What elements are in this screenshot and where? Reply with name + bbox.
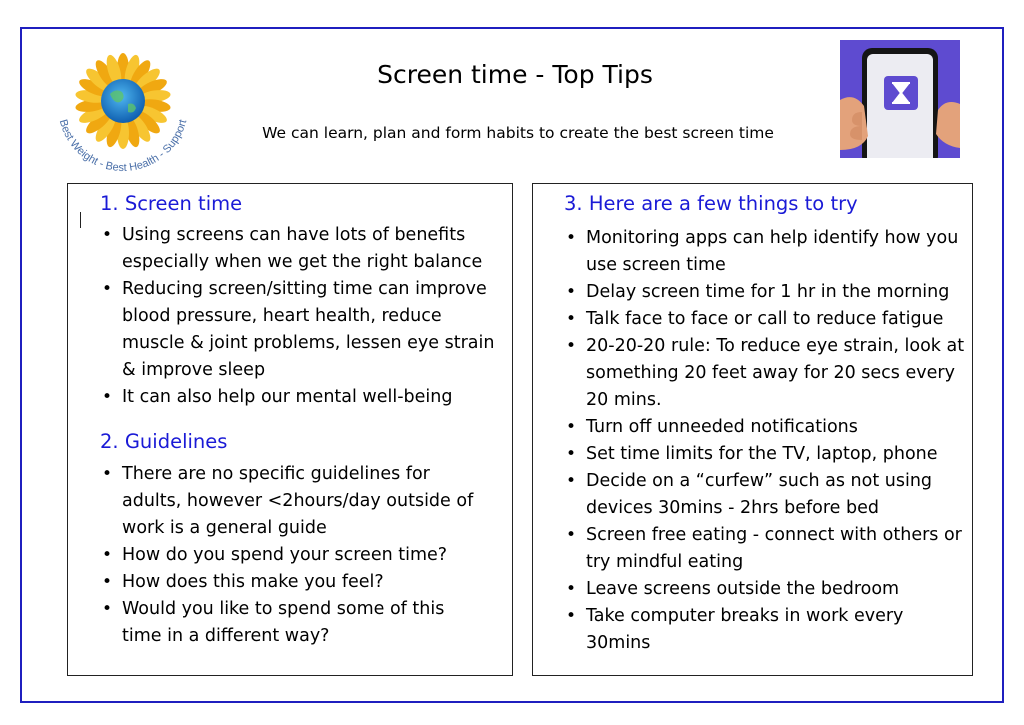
section3-heading (564, 192, 858, 215)
list-item: • Delay screen time for 1 hr in the morning (564, 279, 966, 306)
section3-number: 3. (564, 192, 583, 215)
list-item: • Would you like to spend some of this time in a different way? (100, 596, 480, 650)
list-item: • How does this make you feel? (100, 569, 480, 596)
section2-title: Guidelines (124, 430, 228, 453)
sunflower-logo-icon (48, 46, 198, 176)
section1-title: Screen time (124, 192, 243, 215)
hourglass-phone-icon (840, 40, 960, 158)
section3-list (564, 225, 966, 657)
list-item: • There are no specific guidelines for adults, however <2hours/day outside of work is a general guide (100, 461, 480, 542)
list-item: • It can also help our mental well-being (100, 384, 504, 411)
page-title: Screen time - Top Tips (377, 60, 653, 89)
list-item: • Using screens can have lots of benefits especially when we get the right balance (100, 222, 504, 276)
list-item: • Reducing screen/sitting time can improve blood pressure, heart health, reduce muscle & joint problems, lessen eye strain & improve sleep (100, 276, 504, 384)
list-item: • Decide on a “curfew” such as not using devices 30mins - 2hrs before bed (564, 468, 966, 522)
list-item: • Turn off unneeded notifications (564, 414, 966, 441)
list-item: • 20-20-20 rule: To reduce eye strain, look at something 20 feet away for 20 secs every 20 mins. (564, 333, 966, 414)
list-item: • How do you spend your screen time? (100, 542, 480, 569)
list-item: • Take computer breaks in work every 30mins (564, 603, 966, 657)
section2-heading (100, 430, 227, 453)
logo-text: Best Weight - Best Health - Support (56, 118, 190, 175)
list-item: • Leave screens outside the bedroom (564, 576, 966, 603)
page-subtitle: We can learn, plan and form habits to create the best screen time (262, 124, 774, 142)
list-item: • Monitoring apps can help identify how you use screen time (564, 225, 966, 279)
text-cursor (80, 212, 81, 228)
section2-list (100, 461, 480, 650)
section3-title: Here are a few things to try (588, 192, 858, 215)
section1-heading (100, 192, 242, 215)
section1-list (100, 222, 504, 411)
list-item: • Set time limits for the TV, laptop, phone (564, 441, 966, 468)
list-item: • Talk face to face or call to reduce fatigue (564, 306, 966, 333)
section1-number: 1. (100, 192, 119, 215)
list-item: • Screen free eating - connect with others or try mindful eating (564, 522, 966, 576)
section2-number: 2. (100, 430, 119, 453)
